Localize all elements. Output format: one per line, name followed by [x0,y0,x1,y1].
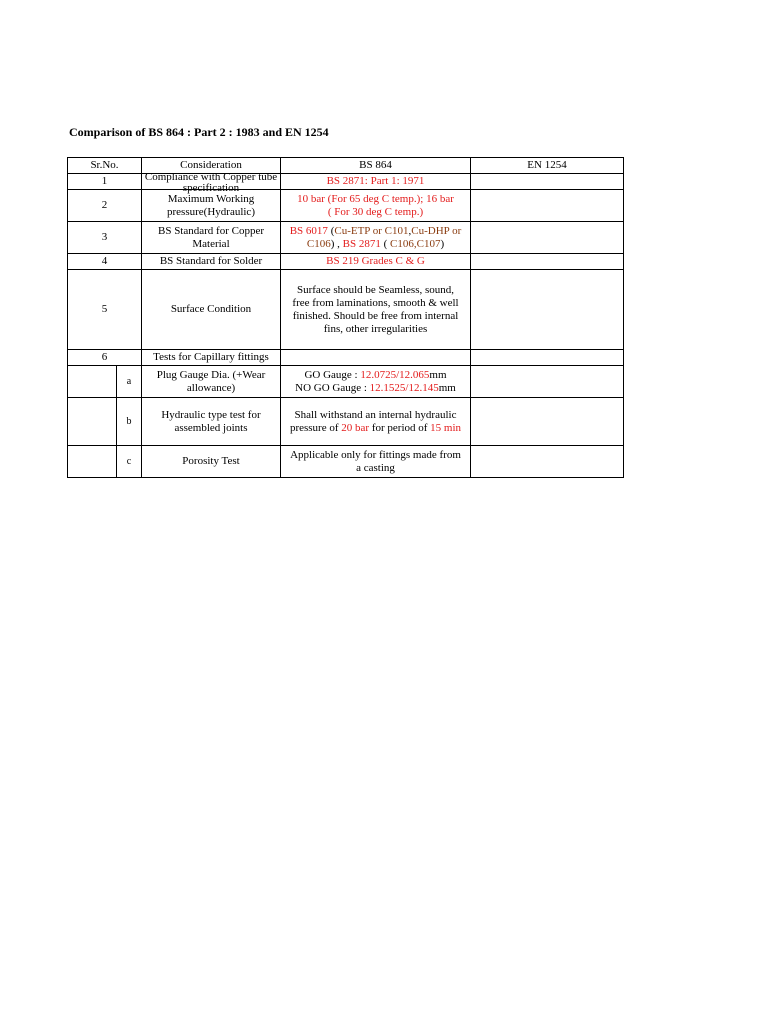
text-fragment: ( [327,224,335,237]
row-consideration: Surface Condition [142,270,281,350]
hydraulic-duration-value: 15 min [430,421,462,434]
std-bs6017: BS 6017 [289,224,328,237]
material-cu-etp: Cu-ETP or C101 [334,224,409,237]
row-en1254-value [471,366,624,398]
row-bs864-value: BS 2871: Part 1: 1971 [281,174,471,190]
text-fragment: ) , [330,237,343,250]
row-bs864-value [281,398,471,446]
row-sub-letter: a [117,366,142,398]
row-spacer [68,398,117,446]
row-en1254-value [471,174,624,190]
table-row [68,350,624,366]
text-fragment: ) [440,237,445,250]
go-gauge-value: 12.0725/12.065 [360,368,430,381]
row-en1254-value [471,350,624,366]
header-srno: Sr.No. [68,158,142,174]
table-row [68,446,624,478]
row-en1254-value [471,190,624,222]
row-en1254-value [471,222,624,254]
row-consideration-text: Compliance with Copper tube specification [144,170,278,194]
table-row [68,366,624,398]
row-spacer [68,446,117,478]
row-sub-letter: b [117,398,142,446]
table-row [68,254,624,270]
row-bs864-value: BS 219 Grades C & G [281,254,471,270]
row-number: 6 [68,350,142,366]
pressure-line-1: 10 bar (For 65 deg C temp.); 16 bar [297,192,454,205]
row-en1254-value [471,254,624,270]
row-consideration: Tests for Capillary fittings [142,350,281,366]
material-c106-c107: C106,C107 [390,237,441,250]
go-gauge-unit: mm [429,368,447,381]
table-row [68,190,624,222]
std-bs2871: BS 2871 [342,237,381,250]
row-bs864-value [281,222,471,254]
row-bs864-value [281,350,471,366]
row-number: 3 [68,222,142,254]
row-spacer [68,366,117,398]
nogo-gauge-unit: mm [438,381,456,394]
table-row [68,398,624,446]
header-bs864: BS 864 [281,158,471,174]
row-bs864-value: Applicable only for fittings made from a casting [281,446,471,478]
table-row [68,222,624,254]
hydraulic-pressure-value: 20 bar [341,421,370,434]
row-consideration: Maximum Working pressure(Hydraulic) [142,190,281,222]
row-en1254-value [471,398,624,446]
text-fragment: , [408,224,412,237]
row-bs864-value [281,366,471,398]
row-number: 4 [68,254,142,270]
hydraulic-text-1: Shall withstand an internal hydraulic pressure of [289,408,457,434]
row-consideration [142,170,281,194]
go-gauge-label: GO Gauge : [304,368,361,381]
row-en1254-value [471,446,624,478]
text-fragment: ( [380,237,391,250]
document-title: Comparison of BS 864 : Part 2 : 1983 and EN 1254 [69,125,329,139]
row-consideration: BS Standard for Solder [142,254,281,270]
row-consideration: Hydraulic type test for assembled joints [142,398,281,446]
header-consideration: Consideration [142,158,281,174]
row-number: 2 [68,190,142,222]
row-consideration: Porosity Test [142,446,281,478]
pressure-line-2: ( For 30 deg C temp.) [327,205,424,218]
row-consideration: BS Standard for Copper Material [142,222,281,254]
row-number: 1 [68,174,142,190]
row-bs864-value: Surface should be Seamless, sound, free from laminations, smooth & well finished. Should be free from internal fins, other irregularities [281,270,471,350]
row-en1254-value [471,270,624,350]
hydraulic-text-2: for period of [369,421,431,434]
header-en1254: EN 1254 [471,158,624,174]
nogo-gauge-value: 12.1525/12.145 [369,381,439,394]
row-consideration: Plug Gauge Dia. (+Wear allowance) [142,366,281,398]
table-row [68,174,624,190]
table-row [68,270,624,350]
material-cu-dhp: Cu-DHP or C106 [306,224,462,250]
row-bs864-value [281,190,471,222]
row-sub-letter: c [117,446,142,478]
comparison-table [67,157,624,478]
nogo-gauge-label: NO GO Gauge : [295,381,370,394]
row-number: 5 [68,270,142,350]
